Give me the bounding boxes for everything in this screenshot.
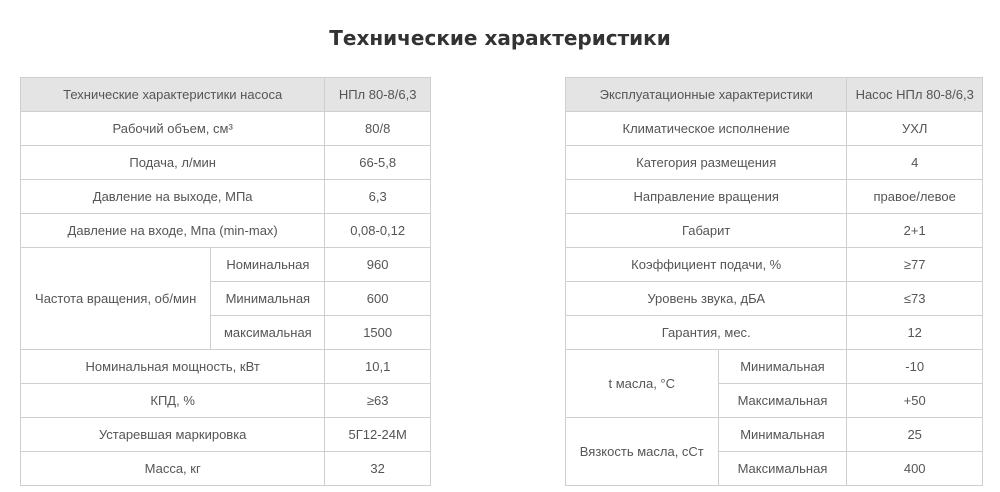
table-row [21,112,431,146]
row-label: Номинальная мощность, кВт [21,350,325,384]
row-value: 6,3 [325,180,431,214]
row-value: -10 [847,350,983,384]
sub-label: максимальная [211,316,325,350]
row-value: 4 [847,146,983,180]
row-value: 32 [325,452,431,486]
row-value: 5Г12-24М [325,418,431,452]
row-label: Устаревшая маркировка [21,418,325,452]
column-header: НПл 80-8/6,3 [325,78,431,112]
row-value: правое/левое [847,180,983,214]
row-label: Подача, л/мин [21,146,325,180]
table-row [566,316,983,350]
row-value: ≤73 [847,282,983,316]
sub-label: Минимальная [211,282,325,316]
row-value: 66-5,8 [325,146,431,180]
pump-specs-table [20,77,431,486]
sub-label: Максимальная [718,452,847,486]
row-value: 10,1 [325,350,431,384]
row-value: ≥63 [325,384,431,418]
row-value: 25 [847,418,983,452]
table-row [21,418,431,452]
row-label: Рабочий объем, см³ [21,112,325,146]
table-row [21,452,431,486]
row-label: Масса, кг [21,452,325,486]
row-value: 0,08-0,12 [325,214,431,248]
row-value: +50 [847,384,983,418]
table-row [21,146,431,180]
row-group-label: t масла, °С [566,350,719,418]
table-row [566,180,983,214]
row-value: 80/8 [325,112,431,146]
table-row [566,112,983,146]
table-row [21,180,431,214]
row-label: Гарантия, мес. [566,316,847,350]
row-value: УХЛ [847,112,983,146]
table-header-row [21,78,431,112]
row-label: КПД, % [21,384,325,418]
row-value: 600 [325,282,431,316]
table-row [21,214,431,248]
row-label: Направление вращения [566,180,847,214]
row-group-label: Вязкость масла, сСт [566,418,719,486]
row-value: 12 [847,316,983,350]
row-value: ≥77 [847,248,983,282]
sub-label: Максимальная [718,384,847,418]
row-group-label: Частота вращения, об/мин [21,248,211,350]
table-row [21,350,431,384]
table-row [21,384,431,418]
operating-specs-table [565,77,983,486]
row-label: Уровень звука, дБА [566,282,847,316]
row-value: 1500 [325,316,431,350]
table-row [566,350,983,384]
row-label: Давление на выходе, МПа [21,180,325,214]
row-label: Коэффициент подачи, % [566,248,847,282]
table-row [21,248,431,282]
sub-label: Минимальная [718,418,847,452]
table-row [566,214,983,248]
column-header: Насос НПл 80-8/6,3 [847,78,983,112]
row-value: 400 [847,452,983,486]
row-label: Давление на входе, Мпа (min-max) [21,214,325,248]
table-row [566,248,983,282]
row-value: 2+1 [847,214,983,248]
table-row [566,146,983,180]
row-label: Категория размещения [566,146,847,180]
table-row [566,418,983,452]
sub-label: Номинальная [211,248,325,282]
column-header: Технические характеристики насоса [21,78,325,112]
page-title: Технические характеристики [329,26,671,50]
sub-label: Минимальная [718,350,847,384]
table-row [566,282,983,316]
column-header: Эксплуатационные характеристики [566,78,847,112]
row-value: 960 [325,248,431,282]
row-label: Климатическое исполнение [566,112,847,146]
table-header-row [566,78,983,112]
row-label: Габарит [566,214,847,248]
